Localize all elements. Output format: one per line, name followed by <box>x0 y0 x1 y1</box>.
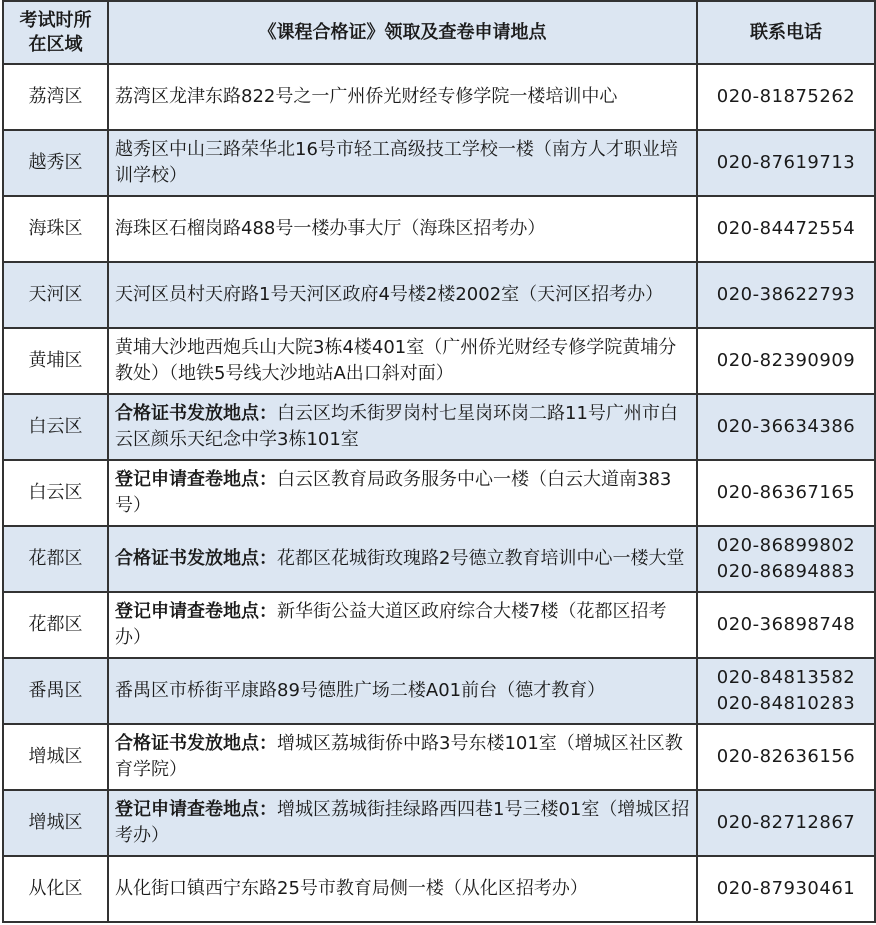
phone-cell <box>697 196 875 262</box>
district-cell: 花都区 <box>3 592 108 658</box>
location-address: 天河区员村天府路1号天河区政府4号楼2楼2002室（天河区招考办） <box>115 284 664 305</box>
phone-number-secondary: 020-84810283 <box>716 693 856 714</box>
location-type-label: 登记申请查卷地点： <box>115 601 277 622</box>
phone-number: 020-87619713 <box>716 152 856 173</box>
phone-number: 020-82712867 <box>716 812 856 833</box>
phone-cell <box>697 658 875 724</box>
location-cell <box>108 724 697 790</box>
phone-cell <box>697 262 875 328</box>
header-phone: 联系电话 <box>697 1 875 64</box>
location-cell <box>108 130 697 196</box>
header-district: 考试时所在区域 <box>3 1 108 64</box>
exam-locations-table <box>2 0 876 923</box>
district-cell: 增城区 <box>3 724 108 790</box>
table-row <box>3 196 875 262</box>
phone-cell <box>697 328 875 394</box>
location-address: 白云区均禾街罗岗村七星岗环岗二路11号广州市白云区颜乐天纪念中学3栋101室 <box>115 403 678 450</box>
location-type-label: 合格证书发放地点： <box>115 403 277 424</box>
location-address: 海珠区石榴岗路488号一楼办事大厅（海珠区招考办） <box>115 218 546 239</box>
phone-number: 020-82390909 <box>716 350 856 371</box>
table-row <box>3 526 875 592</box>
header-row <box>3 1 875 64</box>
phone-number: 020-82636156 <box>716 746 856 767</box>
location-address: 增城区荔城街挂绿路西四巷1号三楼01室（增城区招考办） <box>115 799 690 846</box>
table-row <box>3 262 875 328</box>
location-cell <box>108 64 697 130</box>
table-row <box>3 460 875 526</box>
location-type-label: 登记申请查卷地点： <box>115 799 277 820</box>
location-address: 白云区教育局政务服务中心一楼（白云大道南383号） <box>115 469 672 516</box>
location-address: 从化街口镇西宁东路25号市教育局侧一楼（从化区招考办） <box>115 878 588 899</box>
location-cell <box>108 196 697 262</box>
location-cell <box>108 526 697 592</box>
table-row <box>3 658 875 724</box>
district-cell: 海珠区 <box>3 196 108 262</box>
phone-number: 020-36898748 <box>716 614 856 635</box>
phone-number: 020-84813582 <box>716 667 856 688</box>
table-row <box>3 790 875 856</box>
phone-cell <box>697 64 875 130</box>
location-address: 黄埔大沙地西炮兵山大院3栋4楼401室（广州侨光财经专修学院黄埔分教处）（地铁5号线大沙地站A出口斜对面） <box>115 337 677 384</box>
phone-cell <box>697 790 875 856</box>
phone-number: 020-84472554 <box>716 218 856 239</box>
district-cell: 黄埔区 <box>3 328 108 394</box>
phone-number: 020-87930461 <box>716 878 856 899</box>
location-cell <box>108 790 697 856</box>
phone-number: 020-86367165 <box>716 482 856 503</box>
table-row <box>3 130 875 196</box>
location-address: 新华街公益大道区政府综合大楼7楼（花都区招考办） <box>115 601 667 648</box>
phone-number-secondary: 020-86894883 <box>716 561 856 582</box>
district-cell: 增城区 <box>3 790 108 856</box>
phone-cell <box>697 592 875 658</box>
phone-cell <box>697 856 875 922</box>
location-cell <box>108 328 697 394</box>
district-cell: 花都区 <box>3 526 108 592</box>
location-cell <box>108 592 697 658</box>
location-cell <box>108 394 697 460</box>
table-row <box>3 64 875 130</box>
phone-cell <box>697 724 875 790</box>
location-address: 番禺区市桥街平康路89号德胜广场二楼A01前台（德才教育） <box>115 680 606 701</box>
phone-cell <box>697 394 875 460</box>
location-type-label: 登记申请查卷地点： <box>115 469 277 490</box>
table-body <box>3 64 875 922</box>
header-location: 《课程合格证》领取及查卷申请地点 <box>108 1 697 64</box>
table-row <box>3 592 875 658</box>
district-cell: 白云区 <box>3 394 108 460</box>
phone-cell <box>697 526 875 592</box>
location-type-label: 合格证书发放地点： <box>115 733 277 754</box>
location-address: 增城区荔城街侨中路3号东楼101室（增城区社区教育学院） <box>115 733 683 780</box>
phone-number: 020-36634386 <box>716 416 856 437</box>
table-row <box>3 856 875 922</box>
district-cell: 天河区 <box>3 262 108 328</box>
district-cell: 白云区 <box>3 460 108 526</box>
district-cell: 从化区 <box>3 856 108 922</box>
location-address: 越秀区中山三路荣华北16号市轻工高级技工学校一楼（南方人才职业培训学校） <box>115 139 678 186</box>
table-row <box>3 328 875 394</box>
phone-number: 020-81875262 <box>716 86 856 107</box>
phone-cell <box>697 460 875 526</box>
location-cell <box>108 856 697 922</box>
location-cell <box>108 262 697 328</box>
table-row <box>3 724 875 790</box>
table-row <box>3 394 875 460</box>
phone-number: 020-38622793 <box>716 284 856 305</box>
location-address: 荔湾区龙津东路822号之一广州侨光财经专修学院一楼培训中心 <box>115 86 618 107</box>
district-cell: 荔湾区 <box>3 64 108 130</box>
phone-number: 020-86899802 <box>716 535 856 556</box>
location-cell <box>108 658 697 724</box>
district-cell: 越秀区 <box>3 130 108 196</box>
location-address: 花都区花城街玫瑰路2号德立教育培训中心一楼大堂 <box>277 548 685 569</box>
phone-cell <box>697 130 875 196</box>
location-type-label: 合格证书发放地点： <box>115 548 277 569</box>
location-cell <box>108 460 697 526</box>
district-cell: 番禺区 <box>3 658 108 724</box>
